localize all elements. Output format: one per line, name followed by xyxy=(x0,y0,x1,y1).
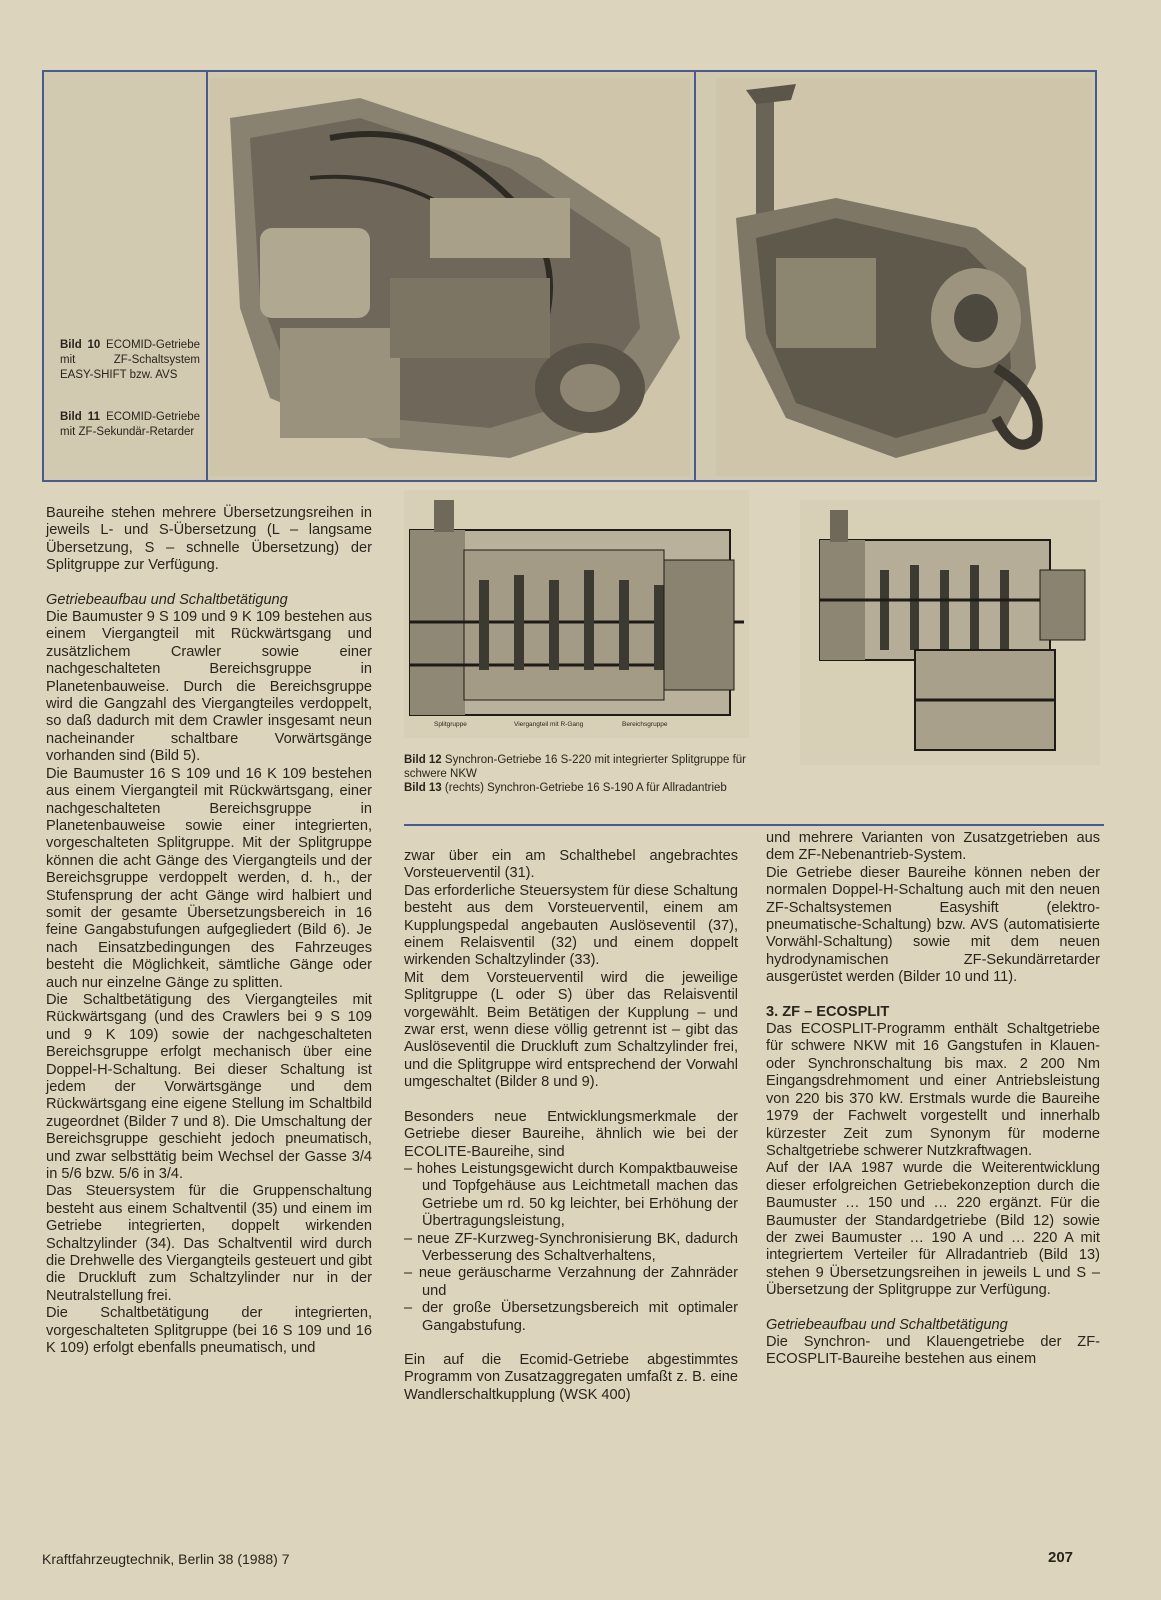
paragraph: Besonders neue Entwicklungsmerkmale der Getriebe dieser Baureihe, ähnlich wie bei der ECOLITE-Baureihe, sind xyxy=(404,1108,738,1160)
paragraph: Auf der IAA 1987 wurde die Weiterentwicklung dieser erfolgreichen Getriebekonzeption durch die Baumuster … 150 und … 220 ergänzt. Für die Baumuster der Standardgetriebe (Bild 12) sowie der zwei Baumuster … 190 A und … 220 A mit integriertem Verteiler für Allradantrieb (Bild 13) stehen 9 Übersetzungsreihen in jeweils L und S – Übersetzung der Splitgruppe zur Verfügung. xyxy=(766,1160,1100,1299)
caption-bild-12-13 xyxy=(404,753,749,795)
caption-text: ECOMID-Getriebe mit ZF-Sekundär-Retarder xyxy=(60,411,200,438)
paragraph: Die Baumuster 9 S 109 und 9 K 109 bestehen aus einem Viergangteil mit Rückwärtsgang und zusätzlichem Crawler sowie einer nachgeschalteten Bereichsgruppe in Planetenbauweise. Durch die Bereichsgruppe wird die Gangzahl des Viergangteiles verdoppelt, so daß dadurch mit dem Crawler insgesamt neun nacheinander schaltbare Vorwärtsgänge vorhanden sind (Bild 5). xyxy=(46,609,372,765)
column-2 xyxy=(404,848,738,1404)
feature-list xyxy=(404,1161,738,1335)
section-divider xyxy=(404,824,1104,826)
paragraph: Mit dem Vorsteuerventil wird die jeweilige Splitgruppe (L oder S) über das Relaisventil vorgewählt. Beim Betätigen der Kupplung – und zwar erst, wenn diese völlig getrennt ist – gibt das Auslöseventil die Druckluft zum Schaltzylinder frei, und die Splitgruppe wird entsprechend der Vorwahl umgeschaltet (Bilder 8 und 9). xyxy=(404,969,738,1091)
paragraph: Das ECOSPLIT-Programm enthält Schaltgetriebe für schwere NKW mit 16 Gangstufen in Klauen- oder Synchronschaltung bis max. 2 200 Nm Eingangsdrehmoment und einer Antriebsleistung von 220 bis 370 kW. Erstmals wurde die Baureihe 1979 der Fachwelt vorgestellt und innerhalb kürzester Zeit zum Synonym für moderne Schaltgetriebe schwerer Nutzkraftwagen. xyxy=(766,1021,1100,1159)
top-figure-box xyxy=(42,70,1097,482)
caption-label: Bild 11 xyxy=(60,411,100,423)
caption-label: Bild 12 xyxy=(404,754,442,766)
caption-bild-12 xyxy=(404,753,749,781)
paragraph: zwar über ein am Schalthebel angebrachtes Vorsteuerventil (31). xyxy=(404,848,738,882)
gearbox-photo-bild-10 xyxy=(210,78,690,476)
paragraph: Das erforderliche Steuersystem für diese Schaltung besteht aus dem Vorsteuerventil, einem am Kupplungspedal angebauten Auslöseventil (37), einem Relaisventil (32) und einem doppelt wirkenden Schaltzylinder (33). xyxy=(404,882,738,969)
list-item: – der große Übersetzungsbereich mit optimaler Gangabstufung. xyxy=(404,1300,738,1335)
caption-bild-10 xyxy=(60,338,200,383)
paragraph: Die Baumuster 16 S 109 und 16 K 109 bestehen aus einem Viergangteil mit Rückwärtsgang, einer nachgeschalteten Bereichsgruppe in Planetenbauweise sowie einer integrierten, vorgeschalteten Splitgruppe. Mit der Splitgruppe können die acht Gänge des Viergangteils und der Bereichsgruppe verdoppelt werden, d. h., der Stufensprung der acht Gänge wird halbiert und somit der gesamte Übersetzungsbereich in 16 feine Gangabstufungen aufgegliedert (Bild 6). Je nach Einsatzbedingungen des Fahrzeuges besteht die Möglichkeit, sämtliche Gänge oder auch nur einzelne Gänge zu splitten. xyxy=(46,765,372,991)
journal-citation: Kraftfahrzeugtechnik, Berlin 38 (1988) 7 xyxy=(42,1551,290,1567)
paragraph: Die Schaltbetätigung des Viergangteiles mit Rückwärtsgang (und des Crawlers bei 9 S 109 und 9 K 109) sowie der nachgeschalteten Bereichsgruppe erfolgt mechanisch über eine Doppel-H-Schaltung. Bei dieser Schaltung ist jedem der Vorwärtsgänge und dem Rückwärtsgang eine eigene Stellung im Schaltbild zugeordnet (Bilder 7 und 8). Die Umschaltung der Bereichsgruppe geschieht jedoch pneumatisch, und zwar selbsttätig beim Wechsel der Gasse 3/4 in 5/6 bzw. 5/6 in 3/4. xyxy=(46,991,372,1183)
paragraph: Die Synchron- und Klauengetriebe der ZF-ECOSPLIT-Baureihe bestehen aus einem xyxy=(766,1333,1100,1368)
column-1 xyxy=(46,505,372,1358)
paragraph: Das Steuersystem für die Gruppenschaltung besteht aus einem Schaltventil (35) und einem im Getriebe integrierten, doppelt wirkenden Schaltzylinder (34). Das Schaltventil wird durch die Drehwelle des Viergangteils gesteuert und gibt die Druckluft zum Schaltzylinder nur in der Neutralstellung frei. xyxy=(46,1183,372,1304)
drawing-label-splitgruppe: Splitgruppe xyxy=(434,721,467,728)
gearbox-cutaway-bild-13 xyxy=(800,500,1100,765)
caption-label: Bild 13 xyxy=(404,782,442,794)
caption-text: (rechts) Synchron-Getriebe 16 S-190 A für Allradantrieb xyxy=(444,782,727,794)
drawing-label-bereichsgruppe: Bereichsgruppe xyxy=(622,721,668,728)
paragraph: Baureihe stehen mehrere Übersetzungsreihen in jeweils L- und S-Übersetzung (L – langsame Übersetzung, S – schnelle Übersetzung) der Splitgruppe zur Verfügung. xyxy=(46,505,372,574)
column-3 xyxy=(766,830,1100,1369)
paragraph: Die Getriebe dieser Baureihe können neben der normalen Doppel-H-Schaltung auch mit den neuen ZF-Schaltsystemen Easyshift (elektro-pneumatische-Schaltung) bzw. AVS (automatisierte Vorwähl-Schaltung) sowie mit dem neuen hydrodynamischen ZF-Sekundärretarder ausgerüstet werden (Bilder 10 und 11). xyxy=(766,864,1100,986)
paragraph: Die Schaltbetätigung der integrierten, vorgeschalteten Splitgruppe (bei 16 S 109 und 16 K 109) erfolgt ebenfalls pneumatisch, und xyxy=(46,1305,372,1357)
section-heading: Getriebeaufbau und Schaltbetätigung xyxy=(766,1316,1008,1333)
gearbox-cutaway-bild-12 xyxy=(404,490,749,738)
section-heading: 3. ZF – ECOSPLIT xyxy=(766,1003,890,1020)
figure-divider xyxy=(206,72,208,480)
drawing-label-viergangteil: Viergangteil mit R-Gang xyxy=(514,721,584,728)
caption-text: Synchron-Getriebe 16 S-220 mit integrierter Splitgruppe für schwere NKW xyxy=(404,754,746,780)
section-heading: Getriebeaufbau und Schaltbetätigung xyxy=(46,591,288,608)
caption-text: ECOMID-Getriebe mit ZF-Schaltsystem EASY-SHIFT bzw. AVS xyxy=(60,339,200,381)
list-item: – hohes Leistungsgewicht durch Kompaktbauweise und Topfgehäuse aus Leichtmetall machen das Getriebe um rd. 50 kg leichter, bei Erhöhung der Übertragungsleistung, xyxy=(404,1161,738,1231)
caption-bild-11 xyxy=(60,410,200,440)
paragraph: Ein auf die Ecomid-Getriebe abgestimmtes Programm von Zusatzaggregaten umfaßt z. B. eine Wandlerschaltkupplung (WSK 400) xyxy=(404,1351,738,1403)
figure-divider xyxy=(694,72,696,480)
list-item: – neue ZF-Kurzweg-Synchronisierung BK, dadurch Verbesserung des Schaltverhaltens, xyxy=(404,1231,738,1266)
caption-label: Bild 10 xyxy=(60,339,101,351)
caption-bild-13 xyxy=(404,781,749,795)
gearbox-photo-bild-11 xyxy=(716,78,1092,476)
paragraph: und mehrere Varianten von Zusatzgetrieben aus dem ZF-Nebenantrieb-System. xyxy=(766,830,1100,864)
page-number: 207 xyxy=(1048,1549,1074,1566)
list-item: – neue geräuscharme Verzahnung der Zahnräder und xyxy=(404,1265,738,1300)
